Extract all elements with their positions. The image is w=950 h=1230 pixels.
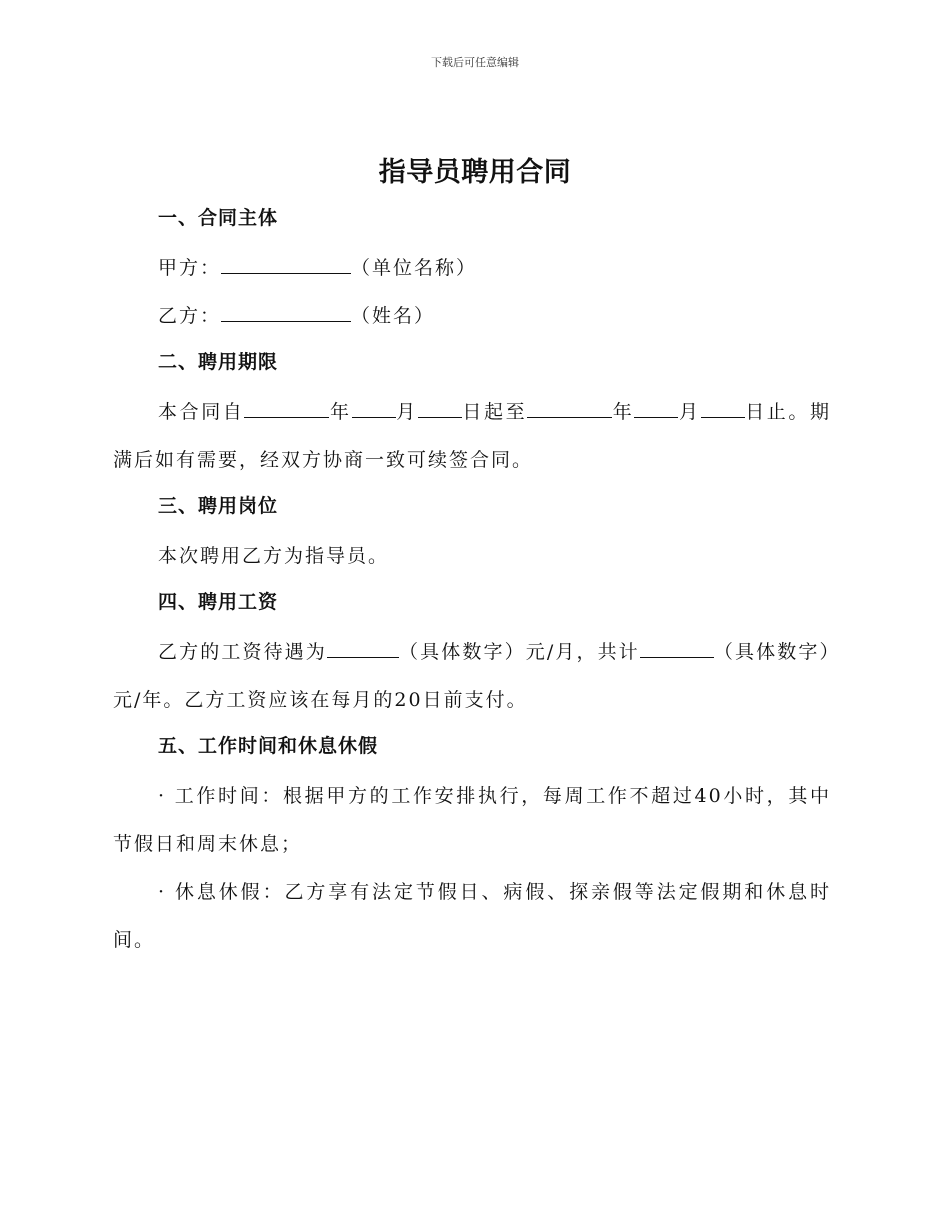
section-heading-contract-parties: 一、合同主体	[158, 207, 279, 229]
term-text-month: 月	[395, 401, 418, 423]
party-b-line	[113, 292, 831, 340]
position-paragraph: 本次聘用乙方为指导员。	[158, 545, 390, 567]
section-heading-salary: 四、聘用工资	[158, 591, 279, 613]
term-text-until: 日起至	[461, 401, 528, 423]
salary-text-end: （具体数字）元/年。乙方工资应该在每月的20日前支付。	[113, 641, 831, 711]
salary-paragraph	[113, 628, 831, 724]
term-text-end-month: 月	[678, 401, 701, 423]
salary-text-start: 乙方的工资待遇为	[158, 641, 327, 663]
annual-salary-blank	[640, 635, 714, 658]
party-a-blank	[221, 251, 351, 274]
salary-text-middle: （具体数字）元/月，共计	[398, 641, 640, 663]
end-day-blank	[701, 395, 745, 418]
section-heading-position: 三、聘用岗位	[158, 495, 279, 517]
party-b-label: 乙方：	[158, 305, 222, 327]
term-text-end: 日止。期满后如有需要，经双方协商一致可续签合同。	[113, 401, 831, 471]
party-b-note: （姓名）	[351, 305, 436, 327]
section-heading-work-hours: 五、工作时间和休息休假	[158, 735, 379, 757]
party-a-note: （单位名称）	[351, 257, 478, 279]
start-year-blank	[244, 395, 329, 418]
monthly-salary-blank	[327, 635, 399, 658]
term-text-end-year: 年	[612, 401, 635, 423]
work-hours-item: · 工作时间：根据甲方的工作安排执行，每周工作不超过40小时，其中节假日和周末休息；	[113, 785, 831, 855]
end-month-blank	[634, 395, 678, 418]
start-day-blank	[418, 395, 462, 418]
term-paragraph	[113, 388, 831, 484]
party-b-blank	[221, 299, 351, 322]
start-month-blank	[352, 395, 396, 418]
end-year-blank	[527, 395, 612, 418]
header-note: 下载后可任意编辑	[431, 56, 519, 69]
page-title: 指导员聘用合同	[378, 157, 572, 188]
section-heading-term: 二、聘用期限	[158, 351, 279, 373]
party-a-label: 甲方：	[158, 257, 222, 279]
leave-item: · 休息休假：乙方享有法定节假日、病假、探亲假等法定假期和休息时间。	[113, 881, 831, 951]
party-a-line	[113, 244, 831, 292]
document-body	[113, 192, 831, 964]
term-text-start: 本合同自	[158, 401, 245, 423]
term-text-year: 年	[329, 401, 352, 423]
